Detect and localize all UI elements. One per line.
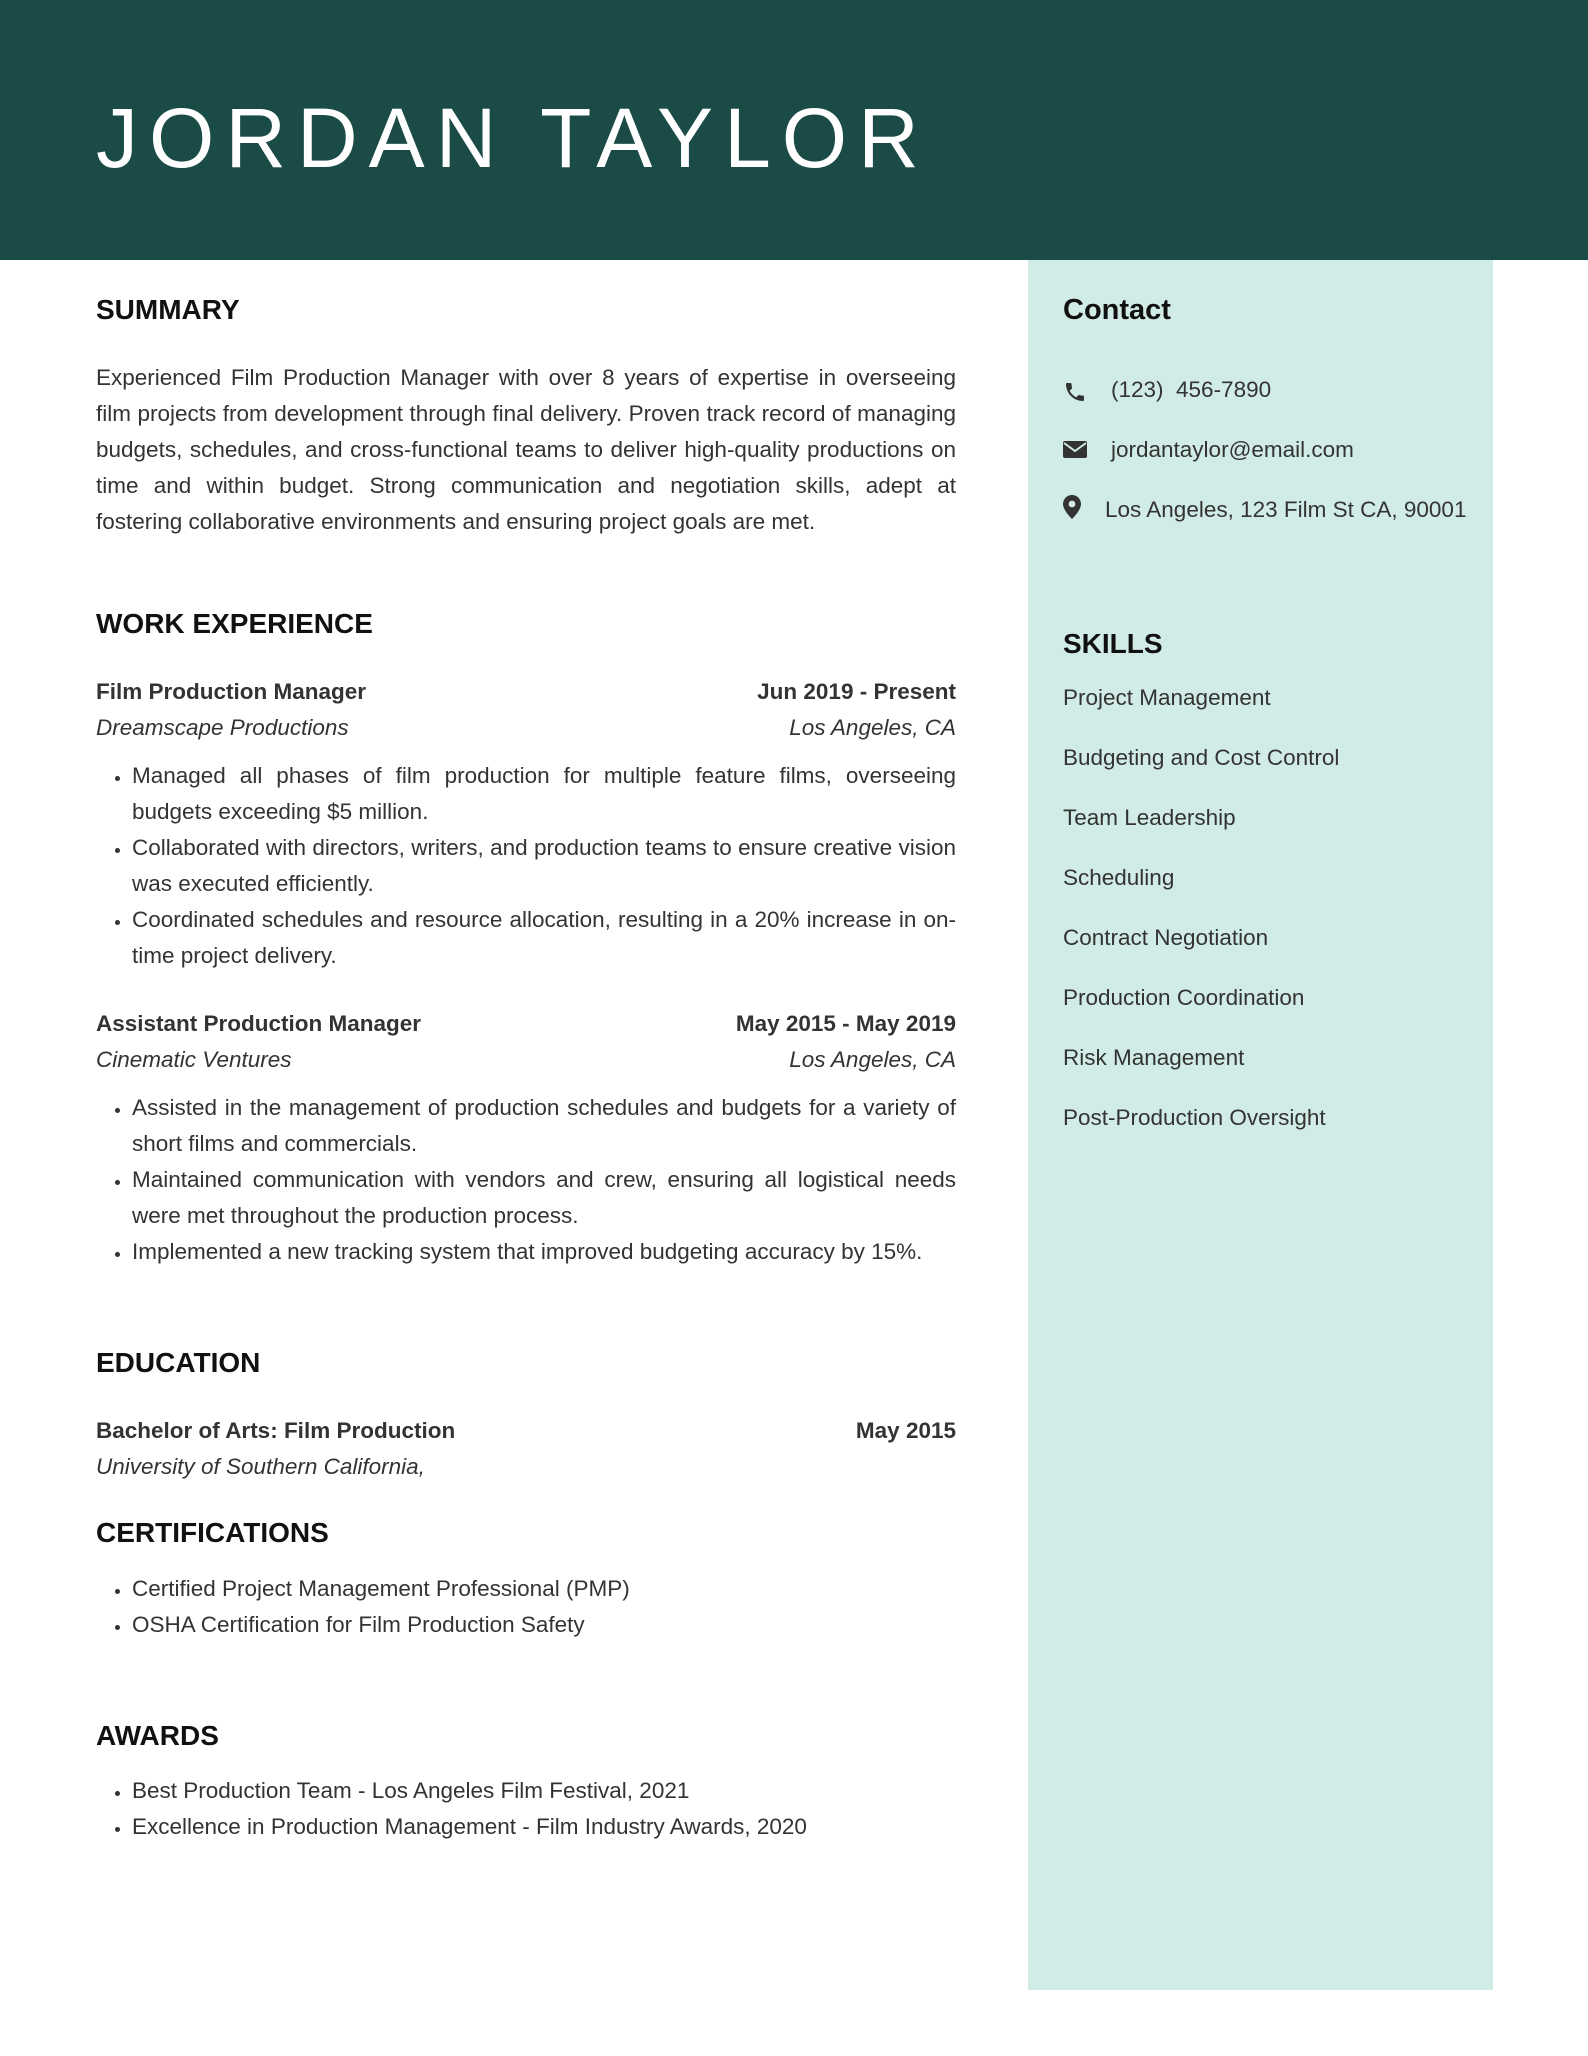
- candidate-name: JORDAN TAYLOR: [96, 91, 930, 185]
- job-dates: Jun 2019 - Present: [757, 679, 956, 704]
- award-item: • Excellence in Production Management - Film Industry Awards, 2020: [132, 1809, 956, 1845]
- email-address: jordantaylor@email.com: [1111, 437, 1354, 462]
- job-bullets: [96, 758, 956, 974]
- skill-item: Contract Negotiation: [1063, 925, 1269, 950]
- work-experience-heading: WORK EXPERIENCE: [96, 608, 373, 639]
- contact-heading: Contact: [1063, 294, 1171, 326]
- contact-phone: [1063, 372, 1491, 408]
- phone-icon: [1063, 372, 1089, 408]
- degree: Bachelor of Arts: Film Production: [96, 1418, 456, 1443]
- job-title: Film Production Manager: [96, 679, 367, 704]
- skill-item: Risk Management: [1063, 1045, 1245, 1070]
- job-location: Los Angeles, CA: [789, 1047, 956, 1072]
- skill-item: Budgeting and Cost Control: [1063, 745, 1340, 770]
- summary-text: Experienced Film Production Manager with over 8 years of expertise in overseeing film projects from development through final delivery. Proven track record of managing budgets, schedules, and cross-functional teams to deliver high-quality productions on time and within budget. Strong communication and negotiation skills, adept at fostering collaborative environments and ensuring project goals are met.: [96, 365, 956, 534]
- contact-location: [1063, 492, 1491, 528]
- certification-item: • Certified Project Management Professional (PMP): [132, 1571, 956, 1607]
- job-bullet: • Assisted in the management of production schedules and budgets for a variety of short films and commercials.: [132, 1090, 956, 1162]
- skill-item: Production Coordination: [1063, 985, 1305, 1010]
- education-entry: [96, 1413, 956, 1485]
- location-text: Los Angeles, 123 Film St CA, 90001: [1105, 497, 1467, 522]
- skill-item: Project Management: [1063, 685, 1271, 710]
- education-heading: EDUCATION: [96, 1347, 261, 1378]
- award-item: • Best Production Team - Los Angeles Film Festival, 2021: [132, 1773, 956, 1809]
- header-banner: [0, 0, 1588, 260]
- job-bullet: • Implemented a new tracking system that improved budgeting accuracy by 15%.: [132, 1234, 956, 1270]
- job-bullet: • Maintained communication with vendors and crew, ensuring all logistical needs were met throughout the production process.: [132, 1162, 956, 1234]
- job-entry: [96, 674, 956, 974]
- job-bullets: [96, 1090, 956, 1270]
- skills-heading: SKILLS: [1063, 628, 1163, 659]
- contact-email: [1063, 432, 1491, 468]
- awards-heading: AWARDS: [96, 1720, 219, 1751]
- awards-list: [96, 1773, 956, 1845]
- phone-number: (123) 456-7890: [1111, 377, 1272, 402]
- skills-list: [1063, 680, 1339, 1160]
- skill-item: Team Leadership: [1063, 805, 1236, 830]
- certification-item: • OSHA Certification for Film Production Safety: [132, 1607, 956, 1643]
- job-company: Dreamscape Productions: [96, 715, 349, 740]
- envelope-icon: [1063, 432, 1089, 468]
- job-dates: May 2015 - May 2019: [735, 1011, 956, 1036]
- sidebar: [1028, 260, 1493, 1990]
- certifications-heading: CERTIFICATIONS: [96, 1517, 329, 1548]
- summary-heading: SUMMARY: [96, 294, 240, 325]
- job-location: Los Angeles, CA: [789, 715, 956, 740]
- job-bullet: • Coordinated schedules and resource allocation, resulting in a 20% increase in on-time project delivery.: [132, 902, 956, 974]
- job-bullet: • Collaborated with directors, writers, and production teams to ensure creative vision was executed efficiently.: [132, 830, 956, 902]
- certifications-list: [96, 1571, 956, 1643]
- school: University of Southern California,: [96, 1454, 425, 1479]
- graduation-date: May 2015: [855, 1418, 956, 1443]
- job-company: Cinematic Ventures: [96, 1047, 292, 1072]
- job-bullet: • Managed all phases of film production for multiple feature films, overseeing budgets exceeding $5 million.: [132, 758, 956, 830]
- map-pin-icon: [1063, 494, 1083, 516]
- skill-item: Scheduling: [1063, 865, 1175, 890]
- job-title: Assistant Production Manager: [96, 1011, 422, 1036]
- job-entry: [96, 1006, 956, 1270]
- skill-item: Post-Production Oversight: [1063, 1105, 1326, 1130]
